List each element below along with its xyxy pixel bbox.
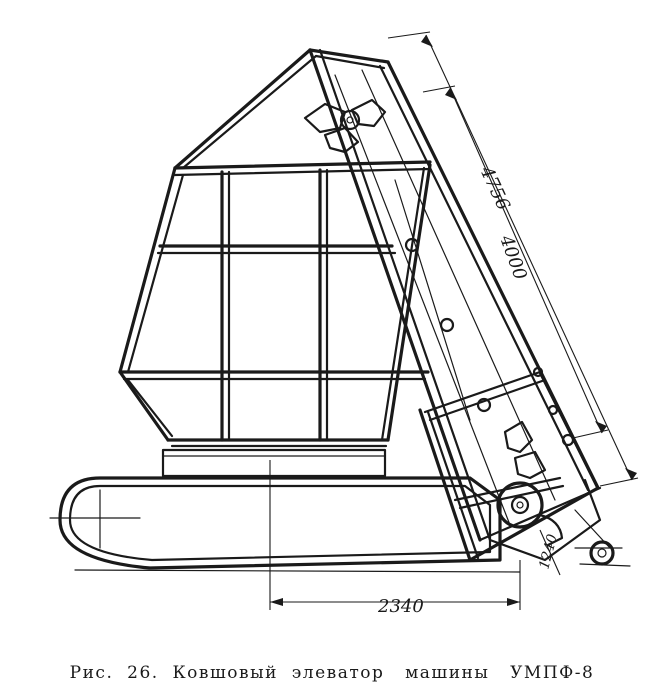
dimension-label-2340: 2340: [378, 596, 424, 617]
bucket-group-bottom: [505, 422, 545, 478]
caption-text: Рис. 26. Ковшовый элеватор машины УМПФ-8: [69, 663, 595, 683]
bucket-icon: [515, 452, 545, 478]
bucket-icon: [505, 422, 532, 452]
roller-icon: [549, 406, 557, 414]
dimension-label-4756: 4756: [475, 163, 514, 214]
figure-caption: [0, 656, 664, 690]
crawler-track: [50, 478, 520, 572]
sprocket-icon: [498, 483, 542, 527]
dimension-label-1240: 1240: [536, 532, 562, 572]
tail-wheel: [575, 542, 630, 566]
dimension-center-length: [423, 86, 608, 438]
dimension-offset: [536, 530, 561, 575]
bucket-group-top: [305, 100, 385, 152]
dimension-label-4000: 4000: [495, 232, 531, 283]
bucket-icon: [305, 104, 345, 132]
roller-icon: [591, 542, 613, 564]
roller-icon: [441, 319, 453, 331]
